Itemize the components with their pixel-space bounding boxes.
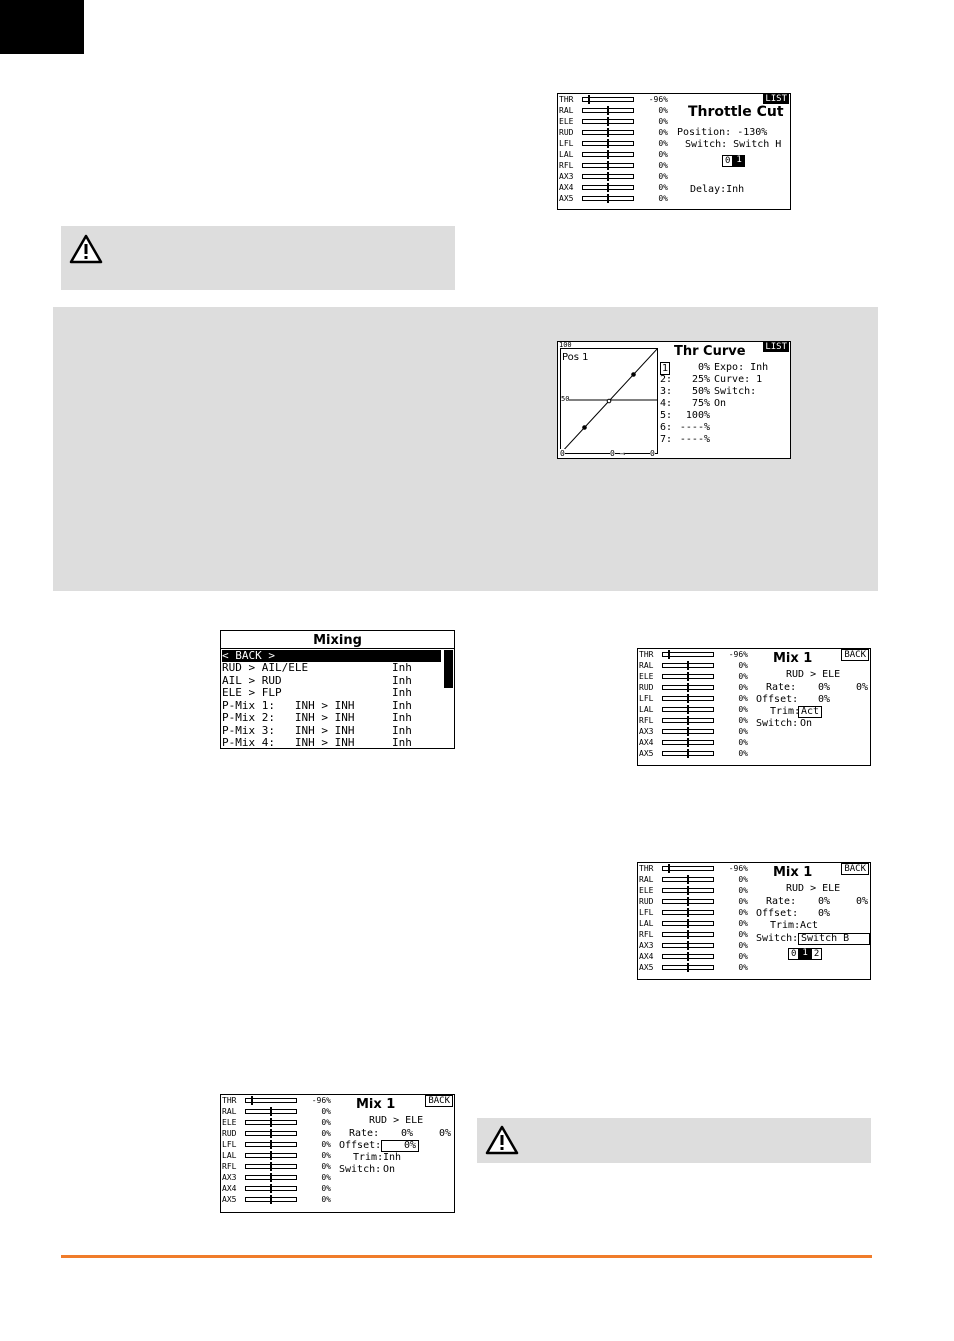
channel-name: LAL — [639, 705, 654, 714]
mixing-screen — [220, 630, 455, 749]
channel-name: RAL — [222, 1107, 237, 1116]
channel-row — [638, 930, 748, 941]
channel-marker — [687, 908, 689, 917]
channel-row — [221, 1129, 331, 1140]
channel-value: 0% — [321, 1184, 331, 1193]
channel-value: 0% — [738, 683, 748, 692]
curve-point-value: 75% — [691, 398, 710, 409]
channel-value: 0% — [321, 1107, 331, 1116]
channel-marker — [607, 139, 609, 148]
channel-name: AX5 — [222, 1195, 237, 1204]
x-axis-left-label: 0 — [560, 449, 565, 458]
channel-marker — [270, 1162, 272, 1171]
channel-row — [638, 661, 748, 672]
curve-point-index: 7: — [660, 434, 673, 445]
curve-point-index: 5: — [660, 410, 673, 421]
list-item[interactable] — [222, 675, 444, 687]
mix-status: Inh — [392, 673, 412, 687]
mix-status: Inh — [392, 661, 412, 674]
offset-label: Offset: — [756, 908, 799, 919]
mix1-screen-switch — [637, 862, 871, 980]
screen-title: Mix 1 — [356, 1097, 396, 1112]
trim-value[interactable]: Act — [800, 920, 819, 931]
channel-name: THR — [559, 95, 574, 104]
channel-marker — [607, 183, 609, 192]
scrollbar-thumb[interactable] — [444, 650, 453, 688]
channel-name: LFL — [559, 139, 574, 148]
channel-value: 0% — [738, 661, 748, 670]
switch-state-indicator — [722, 155, 745, 167]
curve-point-index: 6: — [660, 422, 673, 433]
switch-state-2: 2 — [811, 948, 822, 960]
channel-marker — [270, 1129, 272, 1138]
rate-label: Rate: — [766, 682, 797, 693]
screen-title: Mix 1 — [773, 865, 813, 880]
channel-value: 0% — [658, 172, 668, 181]
list-item[interactable] — [222, 725, 444, 737]
switch-state-0: 0 — [788, 948, 799, 960]
screen-title: Throttle Cut — [688, 104, 784, 120]
channel-marker — [588, 95, 590, 104]
list-item[interactable] — [222, 662, 444, 674]
curve-point-index: 2: — [660, 374, 673, 385]
switch-label: Switch: — [756, 718, 799, 729]
channel-row — [638, 716, 748, 727]
channel-value: 0% — [738, 963, 748, 972]
rate-value-2[interactable]: 0% — [856, 896, 869, 907]
x-axis-mid-label: 0 — [610, 449, 615, 458]
list-item[interactable] — [222, 712, 444, 724]
channel-name: THR — [639, 650, 654, 659]
channel-marker — [607, 150, 609, 159]
channel-name: LAL — [222, 1151, 237, 1160]
mix1-screen-offset — [220, 1094, 455, 1213]
mix-label: ELE > FLP — [222, 686, 282, 699]
back-button[interactable]: < BACK > — [222, 650, 441, 662]
channel-row — [638, 875, 748, 886]
channel-row — [221, 1096, 331, 1107]
rate-value[interactable]: 0% — [818, 896, 831, 907]
channel-row — [638, 897, 748, 908]
delay-value[interactable]: Delay:Inh — [690, 184, 745, 195]
channel-value: 0% — [658, 150, 668, 159]
channel-marker — [687, 727, 689, 736]
channel-marker — [687, 749, 689, 758]
channel-marker — [687, 897, 689, 906]
curve-point-row[interactable] — [660, 434, 790, 446]
channel-row — [221, 1184, 331, 1195]
channel-name: RFL — [559, 161, 574, 170]
curve-point-extra: Expo: Inh — [714, 362, 769, 373]
curve-point-extra: Curve: 1 — [714, 374, 763, 385]
channel-row — [221, 1151, 331, 1162]
offset-value[interactable]: 0% — [818, 694, 831, 705]
channel-row — [638, 705, 748, 716]
rate-value[interactable]: 0% — [818, 682, 831, 693]
channel-marker — [270, 1151, 272, 1160]
channel-value: 0% — [738, 875, 748, 884]
channel-name: LFL — [639, 908, 654, 917]
switch-state-1: 1 — [733, 155, 744, 167]
channel-name: ELE — [639, 672, 654, 681]
channel-value: 0% — [658, 128, 668, 137]
channel-row — [638, 908, 748, 919]
curve-graph — [560, 348, 658, 454]
channel-value: -96% — [728, 864, 748, 873]
position-label: Pos 1 — [562, 352, 589, 363]
y-axis-top-label: 100 — [559, 341, 572, 349]
channel-row — [638, 683, 748, 694]
channel-name: AX5 — [639, 963, 654, 972]
curve-point — [632, 373, 636, 377]
curve-point — [607, 399, 611, 403]
offset-label: Offset: — [339, 1140, 382, 1151]
channel-name: LAL — [639, 919, 654, 928]
curve-point-index: 4: — [660, 398, 673, 409]
mix-route[interactable]: RUD > ELE — [369, 1115, 424, 1126]
rate-label: Rate: — [766, 896, 797, 907]
curve-point-row[interactable] — [660, 362, 790, 374]
channel-name: RAL — [639, 661, 654, 670]
channel-row — [638, 738, 748, 749]
channel-name: AX3 — [559, 172, 574, 181]
channel-row — [558, 106, 668, 117]
channel-name: AX4 — [222, 1184, 237, 1193]
channel-value: 0% — [321, 1118, 331, 1127]
curve-point-value: 0% — [697, 362, 710, 373]
channel-name: AX5 — [639, 749, 654, 758]
channel-row — [558, 183, 668, 194]
channel-row — [638, 694, 748, 705]
channel-marker — [270, 1173, 272, 1182]
mix-label: P-Mix 3: INH > INH — [222, 723, 355, 737]
channel-value: 0% — [738, 738, 748, 747]
channel-marker — [687, 963, 689, 972]
list-badge[interactable]: LIST — [765, 342, 787, 352]
channel-value: 0% — [738, 930, 748, 939]
channel-row — [638, 672, 748, 683]
channel-value: 0% — [658, 117, 668, 126]
channel-value: 0% — [738, 952, 748, 961]
trim-label: Trim: — [770, 706, 801, 717]
warning-box-top — [61, 226, 455, 290]
channel-value: -96% — [648, 95, 668, 104]
channel-name: THR — [222, 1096, 237, 1105]
channel-marker — [687, 886, 689, 895]
scrollbar-track[interactable] — [444, 650, 453, 748]
channel-name: AX3 — [639, 941, 654, 950]
channel-name: RUD — [639, 683, 654, 692]
channel-marker — [251, 1096, 253, 1105]
channel-marker — [270, 1107, 272, 1116]
channel-row — [558, 95, 668, 106]
channel-marker — [687, 694, 689, 703]
rate-value[interactable]: 0% — [401, 1128, 414, 1139]
screen-title: Mixing — [313, 633, 362, 648]
channel-marker — [687, 672, 689, 681]
curve-point-value: 25% — [691, 374, 710, 385]
channel-name: RAL — [559, 106, 574, 115]
channel-value: 0% — [738, 705, 748, 714]
channel-row — [638, 919, 748, 930]
footer-rule — [61, 1255, 872, 1258]
arrow-right-icon: ⟶ — [620, 449, 625, 458]
channel-marker — [687, 705, 689, 714]
channel-name: AX4 — [639, 952, 654, 961]
channel-marker — [607, 194, 609, 203]
trim-label: Trim: — [353, 1152, 384, 1163]
curve-point-extra: Switch: — [714, 386, 757, 397]
channel-row — [558, 150, 668, 161]
channel-value: 0% — [738, 727, 748, 736]
channel-value: 0% — [738, 694, 748, 703]
switch-value[interactable]: On — [800, 718, 813, 729]
rate-label: Rate: — [349, 1128, 380, 1139]
y-axis-mid-label: 50 — [561, 395, 570, 403]
mix-route[interactable]: RUD > ELE — [786, 883, 841, 894]
channel-row — [558, 172, 668, 183]
channel-value: 0% — [738, 919, 748, 928]
channel-marker — [607, 128, 609, 137]
page-corner-tab — [0, 0, 84, 54]
channel-row — [221, 1107, 331, 1118]
channel-row — [558, 139, 668, 150]
channel-marker — [607, 172, 609, 181]
channel-value: -96% — [728, 650, 748, 659]
curve-point-row[interactable] — [660, 374, 790, 386]
warning-triangle-icon — [69, 234, 103, 264]
mix-status: Inh — [392, 686, 412, 699]
channel-name: AX4 — [639, 738, 654, 747]
curve-point-extra: On — [714, 398, 727, 409]
channel-value: 0% — [321, 1162, 331, 1171]
channel-value: 0% — [658, 161, 668, 170]
channel-name: ELE — [559, 117, 574, 126]
channel-value: 0% — [321, 1129, 331, 1138]
mix-label: P-Mix 2: INH > INH — [222, 711, 355, 724]
channel-row — [558, 128, 668, 139]
channel-marker — [687, 941, 689, 950]
channel-name: ELE — [222, 1118, 237, 1127]
channel-name: LFL — [222, 1140, 237, 1149]
channel-row — [221, 1118, 331, 1129]
channel-marker — [687, 661, 689, 670]
curve-point-index: 1 — [662, 363, 669, 374]
channel-row — [638, 650, 748, 661]
channel-value: 0% — [658, 183, 668, 192]
channel-row — [221, 1162, 331, 1173]
channel-marker — [687, 716, 689, 725]
screen-title: Thr Curve — [674, 344, 746, 359]
channel-marker — [687, 930, 689, 939]
channel-value: 0% — [321, 1195, 331, 1204]
mix-status: Inh — [392, 711, 412, 724]
warning-triangle-icon — [485, 1125, 519, 1155]
switch-value[interactable]: Switch B — [798, 933, 870, 945]
switch-state-0: 0 — [722, 155, 733, 167]
channel-marker — [607, 106, 609, 115]
back-badge[interactable]: BACK — [425, 1095, 453, 1107]
curve-point — [583, 426, 587, 430]
channel-name: AX3 — [639, 727, 654, 736]
offset-value[interactable]: 0% — [818, 908, 831, 919]
offset-value[interactable]: 0% — [381, 1140, 419, 1152]
channel-name: RUD — [639, 897, 654, 906]
channel-name: RUD — [222, 1129, 237, 1138]
mix-status: Inh — [392, 698, 412, 712]
switch-value[interactable]: Switch: Switch H — [685, 139, 782, 150]
channel-value: 0% — [738, 908, 748, 917]
curve-point-index: 3: — [660, 386, 673, 397]
thr-curve-screen — [557, 341, 791, 459]
channel-name: RFL — [639, 716, 654, 725]
channel-row — [221, 1195, 331, 1206]
rate-value-2[interactable]: 0% — [856, 682, 869, 693]
channel-marker — [687, 683, 689, 692]
channel-value: 0% — [658, 194, 668, 203]
channel-value: 0% — [738, 672, 748, 681]
channel-name: RUD — [559, 128, 574, 137]
channel-row — [638, 941, 748, 952]
channel-marker — [270, 1140, 272, 1149]
back-badge[interactable]: BACK — [841, 649, 869, 661]
channel-marker — [607, 117, 609, 126]
channel-marker — [668, 864, 670, 873]
curve-point-value: ----% — [679, 434, 710, 445]
mix-label: RUD > AIL/ELE — [222, 661, 309, 674]
channel-value: 0% — [738, 941, 748, 950]
channel-row — [638, 952, 748, 963]
channel-value: 0% — [738, 749, 748, 758]
curve-point-row[interactable] — [660, 386, 790, 398]
channel-value: 0% — [321, 1140, 331, 1149]
list-item[interactable] — [222, 687, 444, 699]
curve-point-row[interactable] — [660, 398, 790, 410]
channel-row — [638, 963, 748, 974]
channel-marker — [270, 1195, 272, 1204]
switch-state-indicator — [788, 948, 822, 960]
channel-marker — [687, 919, 689, 928]
trim-value[interactable]: Act — [798, 706, 822, 718]
channel-name: LFL — [639, 694, 654, 703]
curve-point-value: 50% — [691, 386, 710, 397]
channel-marker — [270, 1118, 272, 1127]
channel-name: RFL — [222, 1162, 237, 1171]
curve-point-row[interactable] — [660, 410, 790, 422]
channel-value: 0% — [738, 886, 748, 895]
mix-route[interactable]: RUD > ELE — [786, 669, 841, 680]
channel-value: 0% — [738, 897, 748, 906]
channel-name: AX5 — [559, 194, 574, 203]
channel-value: -96% — [311, 1096, 331, 1105]
curve-point-value: ----% — [679, 422, 710, 433]
channel-name: AX4 — [559, 183, 574, 192]
mix-label: P-Mix 4: INH > INH — [222, 736, 355, 749]
curve-point-value: 100% — [685, 410, 710, 421]
trim-value[interactable]: Inh — [383, 1152, 402, 1163]
channel-name: AX3 — [222, 1173, 237, 1182]
channel-name: THR — [639, 864, 654, 873]
channel-value: 0% — [738, 716, 748, 725]
channel-value: 0% — [658, 139, 668, 148]
channel-marker — [687, 738, 689, 747]
screen-title: Mix 1 — [773, 651, 813, 666]
channel-row — [558, 117, 668, 128]
offset-label: Offset: — [756, 694, 799, 705]
channel-marker — [607, 161, 609, 170]
channel-row — [558, 194, 668, 205]
mix-status: Inh — [392, 723, 412, 737]
position-value[interactable]: Position: -130% — [677, 127, 768, 138]
list-item[interactable] — [222, 700, 444, 712]
list-badge[interactable]: LIST — [765, 94, 787, 104]
trim-label: Trim: — [770, 920, 801, 931]
switch-label: Switch: — [756, 933, 799, 944]
throttle-cut-screen — [557, 93, 791, 210]
channel-marker — [687, 952, 689, 961]
channel-marker — [687, 875, 689, 884]
mix1-screen-trim — [637, 648, 871, 766]
switch-value[interactable]: On — [383, 1164, 396, 1175]
channel-row — [638, 864, 748, 875]
channel-row — [638, 749, 748, 760]
channel-row — [558, 161, 668, 172]
channel-value: 0% — [658, 106, 668, 115]
back-badge[interactable]: BACK — [841, 863, 869, 875]
curve-point-row[interactable] — [660, 422, 790, 434]
mix-status: Inh — [392, 736, 412, 749]
channel-marker — [668, 650, 670, 659]
mix-label: AIL > RUD — [222, 673, 282, 687]
channel-name: LAL — [559, 150, 574, 159]
switch-label: Switch: — [339, 1164, 382, 1175]
list-item[interactable] — [222, 737, 444, 749]
channel-name: RFL — [639, 930, 654, 939]
channel-marker — [270, 1184, 272, 1193]
channel-row — [638, 886, 748, 897]
mix-label: P-Mix 1: INH > INH — [222, 698, 355, 712]
channel-value: 0% — [321, 1151, 331, 1160]
channel-name: RAL — [639, 875, 654, 884]
rate-value-2[interactable]: 0% — [439, 1128, 452, 1139]
channel-name: ELE — [639, 886, 654, 895]
channel-row — [221, 1173, 331, 1184]
channel-value: 0% — [321, 1173, 331, 1182]
switch-state-1: 1 — [799, 948, 810, 960]
x-axis-right-label: 0 — [650, 449, 655, 458]
channel-row — [638, 727, 748, 738]
channel-row — [221, 1140, 331, 1151]
warning-box-bottom — [477, 1118, 871, 1163]
